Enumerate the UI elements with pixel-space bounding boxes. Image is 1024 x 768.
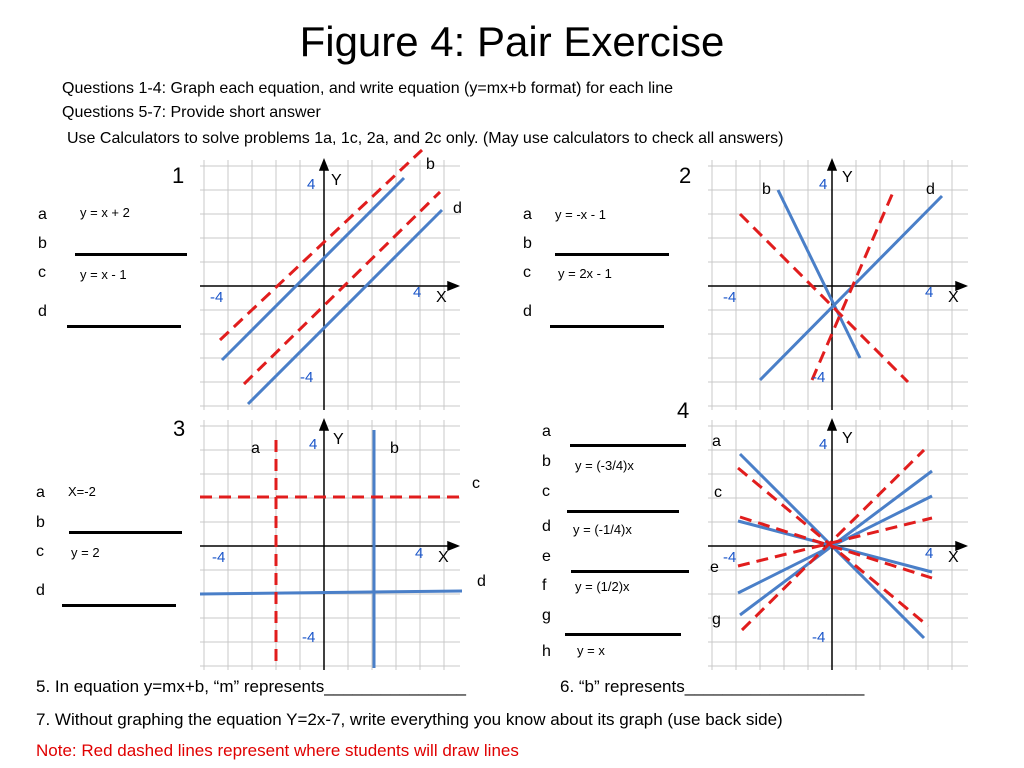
x-axis-label: X	[948, 549, 959, 566]
equation-c: y = x - 1	[80, 267, 127, 282]
line-label-d: d	[453, 200, 462, 217]
x-tick-4: 4	[413, 284, 422, 301]
question-6: 6. “b” represents___________________	[560, 677, 865, 696]
y-axis-label: Y	[842, 430, 853, 447]
line-label-c: c	[714, 484, 722, 501]
x-tick-neg4: -4	[723, 289, 737, 306]
label-d: d	[36, 582, 45, 599]
instruction-line-3: Use Calculators to solve problems 1a, 1c, 2a, and 2c only. (May use calculators to check all answers)	[67, 130, 784, 147]
problem-number: 2	[679, 163, 692, 188]
x-axis-label: X	[436, 289, 447, 306]
label-b: b	[523, 235, 532, 252]
equation-f: y = (1/2)x	[575, 579, 630, 594]
line-label-e: e	[710, 559, 719, 576]
equation-d: y = (-1/4)x	[573, 522, 632, 537]
instruction-line-2: Questions 5-7: Provide short answer	[62, 104, 321, 121]
question-5: 5. In equation y=mx+b, “m” represents_______________	[36, 677, 467, 696]
x-tick-neg4: -4	[212, 549, 226, 566]
x-tick-neg4: -4	[723, 549, 737, 566]
y-tick-neg4: -4	[302, 629, 316, 646]
answer-blank-g[interactable]	[565, 633, 681, 636]
label-b: b	[542, 453, 551, 470]
y-tick-neg4: -4	[812, 629, 826, 646]
answer-blank-b[interactable]	[69, 531, 182, 534]
dashed-line-b	[740, 214, 908, 382]
dashed-line-b	[220, 150, 422, 340]
answer-blank-d[interactable]	[67, 325, 181, 328]
y-axis-label: Y	[331, 172, 342, 189]
line-label-b: b	[762, 181, 771, 198]
label-c: c	[542, 483, 550, 500]
equation-h: y = x	[577, 643, 605, 658]
dashed-line-c	[740, 517, 932, 578]
label-a: a	[38, 206, 47, 223]
y-axis-label: Y	[333, 431, 344, 448]
x-tick-neg4: -4	[210, 289, 224, 306]
y-axis-label: Y	[842, 169, 853, 186]
label-d: d	[542, 518, 551, 535]
solid-line-a	[222, 178, 404, 360]
y-tick-4: 4	[819, 436, 828, 453]
line-label-d: d	[926, 181, 935, 198]
label-a: a	[542, 423, 551, 440]
label-a: a	[36, 484, 45, 501]
line-label-g: g	[712, 611, 721, 628]
line-label-b: b	[390, 440, 399, 457]
y-tick-4: 4	[309, 436, 318, 453]
line-label-c: c	[472, 475, 480, 492]
label-c: c	[523, 264, 531, 281]
note-text: Note: Red dashed lines represent where students will draw lines	[36, 741, 519, 760]
equation-c: y = 2x - 1	[558, 266, 612, 281]
instruction-line-1: Questions 1-4: Graph each equation, and write equation (y=mx+b format) for each line	[62, 80, 674, 97]
question-7: 7. Without graphing the equation Y=2x-7, write everything you know about its graph (use back side)	[36, 710, 783, 729]
answer-blank-b[interactable]	[75, 253, 187, 256]
line-label-d: d	[477, 573, 486, 590]
x-tick-4: 4	[925, 284, 934, 301]
label-b: b	[38, 235, 47, 252]
x-axis-label: X	[438, 549, 449, 566]
x-axis-label: X	[948, 289, 959, 306]
label-h: h	[542, 643, 551, 660]
label-g: g	[542, 607, 551, 624]
answer-blank-d[interactable]	[62, 604, 176, 607]
answer-blank-e[interactable]	[571, 570, 689, 573]
y-tick-neg4: -4	[300, 369, 314, 386]
answer-blank-c[interactable]	[567, 510, 679, 513]
label-c: c	[38, 264, 46, 281]
label-a: a	[523, 206, 532, 223]
answer-blank-d[interactable]	[550, 325, 664, 328]
x-tick-4: 4	[925, 545, 934, 562]
y-tick-4: 4	[307, 176, 316, 193]
dashed-line-g	[742, 450, 924, 630]
x-tick-4: 4	[415, 545, 424, 562]
page-title: Figure 4: Pair Exercise	[299, 18, 725, 65]
problem-number: 4	[677, 398, 690, 423]
line-label-b: b	[426, 156, 435, 173]
line-label-a: a	[712, 433, 721, 450]
label-d: d	[38, 303, 47, 320]
y-tick-neg4: -4	[812, 369, 826, 386]
answer-blank-b[interactable]	[555, 253, 669, 256]
equation-a: X=-2	[68, 484, 96, 499]
problem-number: 3	[173, 416, 186, 441]
y-tick-4: 4	[819, 176, 828, 193]
dashed-line-d	[244, 192, 440, 384]
equation-c: y = 2	[71, 545, 100, 560]
problem-number: 1	[172, 163, 185, 188]
solid-line-c	[778, 190, 860, 358]
answer-blank-a[interactable]	[570, 444, 686, 447]
label-d: d	[523, 303, 532, 320]
equation-a: y = -x - 1	[555, 207, 606, 222]
line-label-a: a	[251, 440, 260, 457]
label-b: b	[36, 514, 45, 531]
label-f: f	[542, 577, 547, 594]
equation-b: y = (-3/4)x	[575, 458, 634, 473]
label-c: c	[36, 543, 44, 560]
equation-a: y = x + 2	[80, 205, 130, 220]
label-e: e	[542, 548, 551, 565]
